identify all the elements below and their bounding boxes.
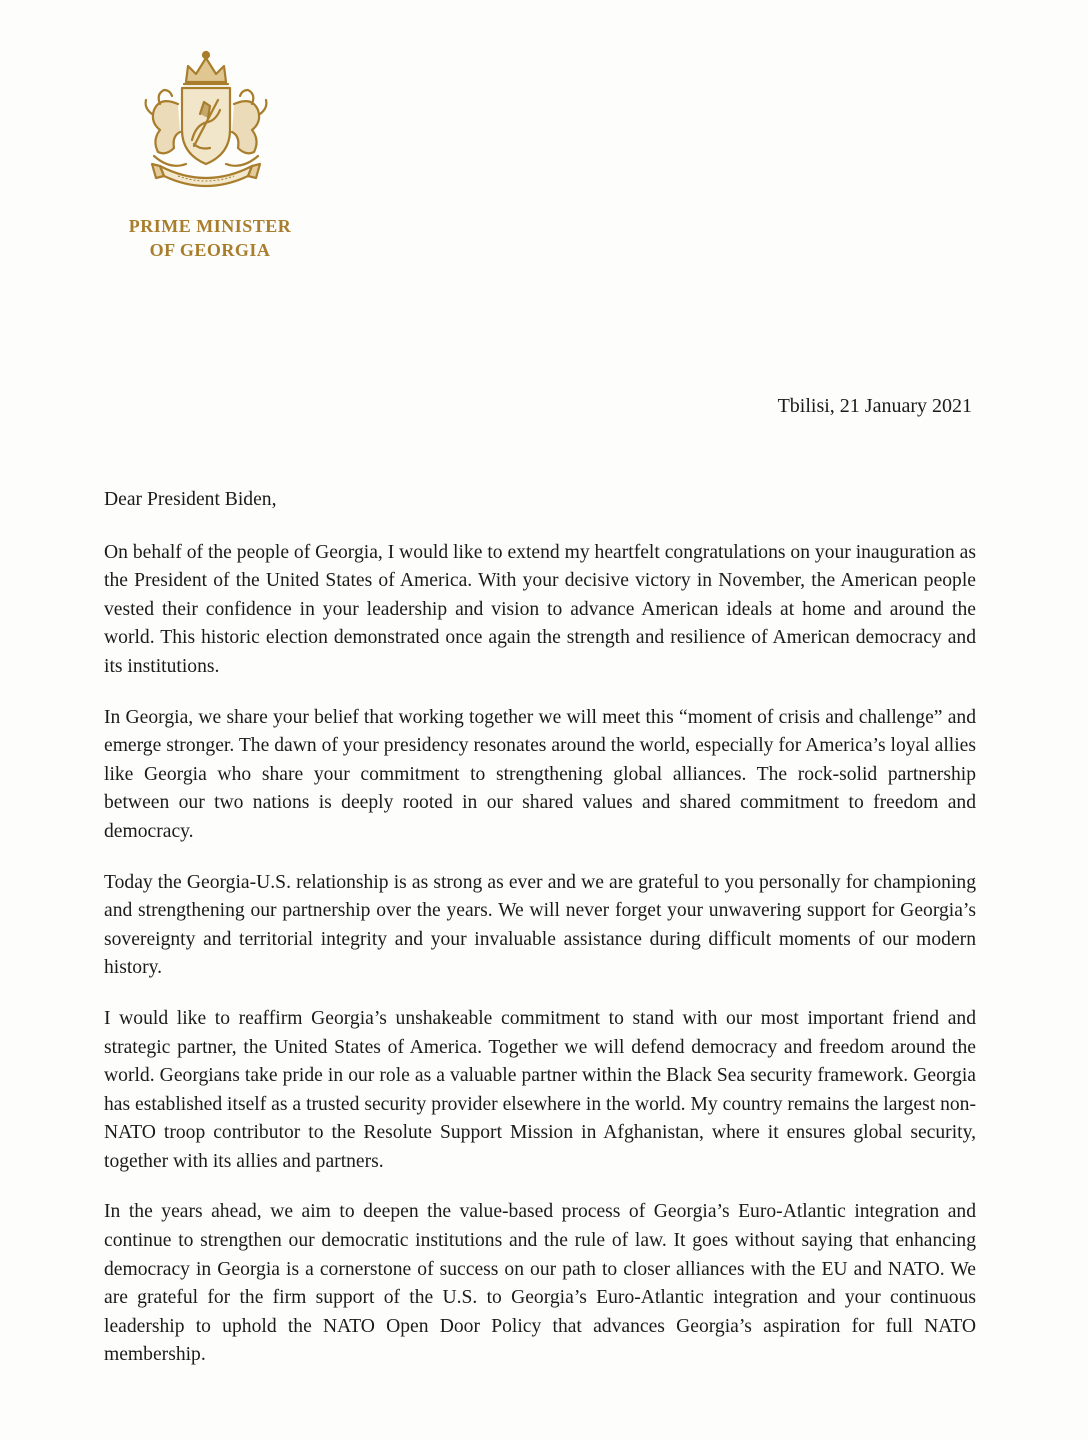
- paragraph-shared-belief: In Georgia, we share your belief that working together we will meet this “moment of crisis and challenge” and emerge stronger. The dawn of your presidency resonates around the world, especially for America’s loyal allies like Georgia who share your commitment to strengthening global alliances. The rock-solid partnership between our two nations is deeply rooted in our shared values and shared commitment to freedom and democracy.: [104, 706, 976, 842]
- date-line: Tbilisi, 21 January 2021: [777, 395, 972, 417]
- paragraph-relationship: Today the Georgia-U.S. relationship is as strong as ever and we are grateful to you personally for championing and strengthening our partnership over the years. We will never forget your unwavering support for Georgia’s sovereignty and territorial integrity and your invaluable assistance during difficult moments of our modern history.: [104, 871, 976, 979]
- office-title-line-1: PRIME MINISTER: [128, 216, 292, 236]
- office-title-line-2: OF GEORGIA: [149, 240, 271, 260]
- letterhead-office-title: [110, 214, 310, 262]
- coat-of-arms-of-georgia-icon: [130, 44, 282, 194]
- letter-body: [104, 486, 976, 1392]
- paragraph-years-ahead: In the years ahead, we aim to deepen the value-based process of Georgia’s Euro-Atlantic integration and continue to strengthen our democratic institutions and the rule of law. It goes without saying that enhancing democracy in Georgia is a cornerstone of success on our path to closer alliances with the EU and NATO. We are grateful for the firm support of the U.S. to Georgia’s Euro-Atlantic integration and your continuous leadership to uphold the NATO Open Door Policy that advances Georgia’s aspiration for full NATO membership.: [104, 1201, 976, 1366]
- paragraph-congratulations: On behalf of the people of Georgia, I would like to extend my heartfelt congratulations on your inauguration as the President of the United States of America. With your decisive victory in November, the American people vested their confidence in your leadership and vision to advance American ideals at home and around the world. This historic election demonstrated once again the strength and resilience of American democracy and its institutions.: [104, 541, 976, 677]
- paragraph-commitment: I would like to reaffirm Georgia’s unshakeable commitment to stand with our most important friend and strategic partner, the United States of America. Together we will defend democracy and freedom around the world. Georgians take pride in our role as a valuable partner within the Black Sea security framework. Georgia has established itself as a trusted security provider elsewhere in the world. My country remains the largest non-NATO troop contributor to the Resolute Support Mission in Afghanistan, where it ensures global security, together with its allies and partners.: [104, 1007, 976, 1172]
- salutation: Dear President Biden,: [104, 489, 277, 510]
